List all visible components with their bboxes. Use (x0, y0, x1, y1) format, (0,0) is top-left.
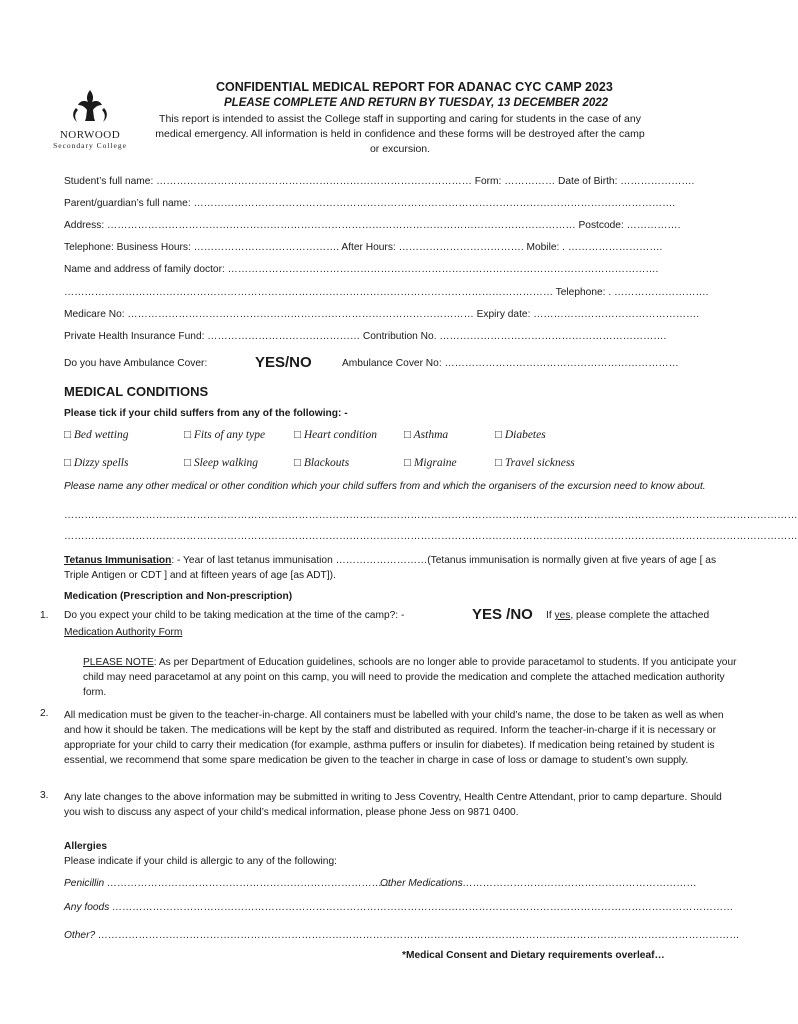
condition-checkbox[interactable]: □ Dizzy spells (64, 457, 129, 469)
condition-checkbox[interactable]: □ Fits of any type (184, 429, 266, 441)
condition-label: Diabetes (504, 429, 546, 441)
document-title: CONFIDENTIAL MEDICAL REPORT FOR ADANAC CYC CAMP 2023 (216, 80, 613, 94)
parent-name-field[interactable]: Parent/guardian’s full name: ……………………………………………………………………………………………………………………………. (64, 198, 676, 209)
medication-authority-form-link[interactable]: Medication Authority Form (64, 627, 183, 638)
allergies-heading: Allergies (64, 841, 108, 852)
ambulance-number-field[interactable]: Ambulance Cover No: …………………………………………………………… (342, 358, 679, 369)
condition-label: Bed wetting (73, 429, 129, 441)
late-changes-paragraph: Any late changes to the above information may be submitted in writing to Jess Coventry, Health Centre Attendant, prior to camp departure. Should you wish to discuss any aspect of your child’s medical information, please phone Jess on 9871 0400. (64, 792, 722, 818)
medication-heading: Medication (Prescription and Non-prescription) (64, 591, 293, 602)
penicillin-field[interactable]: Penicillin ………………………………………………………………………… (64, 878, 393, 889)
other-condition-instruction: Please name any other medical or other condition which your child suffers from and which the organisers of the excursion need to know about. (64, 481, 706, 492)
condition-checkbox[interactable]: □ Sleep walking (184, 457, 259, 469)
address-field[interactable]: Address: ………………………………………………………………………………………………………………………… Postcode: ……………. (64, 220, 681, 231)
other-condition-line[interactable]: ……………………………………………………………………………………………………………………………………………………………………………………………… (64, 510, 798, 521)
tetanus-section (64, 553, 738, 583)
medication-yes-no[interactable]: YES /NO (472, 606, 533, 623)
condition-checkbox[interactable]: □ Bed wetting (64, 429, 129, 441)
doctor-telephone-field[interactable]: ……………………………………………………………………………………………………………………………… Telephone: . ………………………. (64, 287, 709, 298)
other-medications-field[interactable]: Other Medications…………………………………………………………… (380, 878, 697, 889)
condition-label: Blackouts (303, 457, 350, 469)
please-note-paragraph (83, 655, 738, 700)
condition-checkbox[interactable]: □ Heart condition (294, 429, 377, 441)
insurance-field[interactable]: Private Health Insurance Fund: ……………………………………… Contribution No. …………………………………………………………. (64, 331, 667, 342)
condition-label: Sleep walking (193, 457, 259, 469)
ambulance-label: Do you have Ambulance Cover: (64, 358, 208, 369)
condition-label: Heart condition (303, 429, 377, 441)
please-note-label: PLEASE NOTE (83, 657, 154, 668)
allergies-instruction: Please indicate if your child is allergic to any of the following: (64, 856, 337, 867)
medicare-field[interactable]: Medicare No: ………………………………………………………………………………………… Expiry date: …………………………………………. (64, 309, 700, 320)
medication-rules-paragraph: All medication must be given to the teacher-in-charge. All containers must be labelled with your child’s name, the dose to be taken as well as when and how it should be taken. The medications will be kept by the staff and distributed as required. Inform the teacher-in-charge if it is necessary or appropriate for your child to carry their medication (for example, asthma puffers or insulin for diabetes). If medication being retained by student is essential, we recommend that some spare medication be given to the teacher in charge in case of loss or damage to student’s own supply. (64, 710, 724, 766)
item-number: 2. (40, 708, 49, 719)
doctor-field[interactable]: Name and address of family doctor: ………………………………………………………………………………………………………………. (64, 264, 659, 275)
telephone-field[interactable]: Telephone: Business Hours: ……………………………………. After Hours: ………………………………. Mobile: . ………………………. (64, 242, 663, 253)
condition-label: Travel sickness (504, 457, 575, 469)
item-number: 3. (40, 790, 49, 801)
document-subtitle: PLEASE COMPLETE AND RETURN BY TUESDAY, 13 DECEMBER 2022 (224, 97, 609, 109)
condition-label: Migraine (413, 457, 457, 469)
intro-text: This report is intended to assist the College staff in supporting and caring for students in the case of any medical emergency. All information is held in confidence and these forms will be destroyed after the camp or excursion. (155, 113, 645, 155)
student-name-field[interactable]: Student’s full name: ………………………………………………………………………………… Form: …………… Date of Birth: …………………. (64, 176, 695, 187)
condition-label: Dizzy spells (73, 457, 129, 469)
condition-checkbox[interactable]: □ Blackouts (294, 457, 350, 469)
tetanus-text[interactable]: : - Year of last tetanus immunisation ………………………(Tetanus immunisation is normally given at five years of age [ as Triple Antigen or CDT ] and at fifteen years of age [as ADT]). (64, 555, 717, 581)
condition-checkbox[interactable]: □ Diabetes (495, 429, 546, 441)
medical-conditions-heading: MEDICAL CONDITIONS (64, 384, 209, 399)
tick-instruction: Please tick if your child suffers from any of the following: - (64, 408, 348, 419)
other-condition-line[interactable]: ……………………………………………………………………………………………………………………………………………………………………………………………… (64, 531, 798, 542)
ambulance-yes-no[interactable]: YES/NO (255, 354, 312, 371)
medication-question: Do you expect your child to be taking medication at the time of the camp?: - (64, 610, 405, 621)
other-allergy-field[interactable]: Other? ……………………………………………………………………………………………………………………………………………………………………… (64, 930, 740, 941)
overleaf-note: *Medical Consent and Dietary requirements overleaf… (402, 950, 665, 961)
please-note-text: : As per Department of Education guidelines, schools are no longer able to provide paracetamol to students. If you anticipate your child may need paracetamol at any point on this camp, you will need to provide the medication and complete the attached medication authority form. (83, 657, 737, 698)
logo-name: NORWOOD (59, 129, 121, 141)
item-number: 1. (40, 610, 49, 621)
logo-subtitle: Secondary College (53, 141, 127, 150)
condition-checkbox[interactable]: □ Travel sickness (495, 457, 575, 469)
condition-label: Fits of any type (193, 429, 266, 441)
condition-checkbox[interactable]: □ Migraine (404, 457, 457, 469)
medication-if-yes-text: If yes, please complete the attached (546, 610, 710, 621)
condition-checkbox[interactable]: □ Asthma (404, 429, 449, 441)
foods-field[interactable]: Any foods ………………………………………………………………………………………………………………………………………………………………… (64, 902, 734, 913)
tetanus-label: Tetanus Immunisation (64, 555, 172, 566)
condition-label: Asthma (413, 429, 449, 441)
